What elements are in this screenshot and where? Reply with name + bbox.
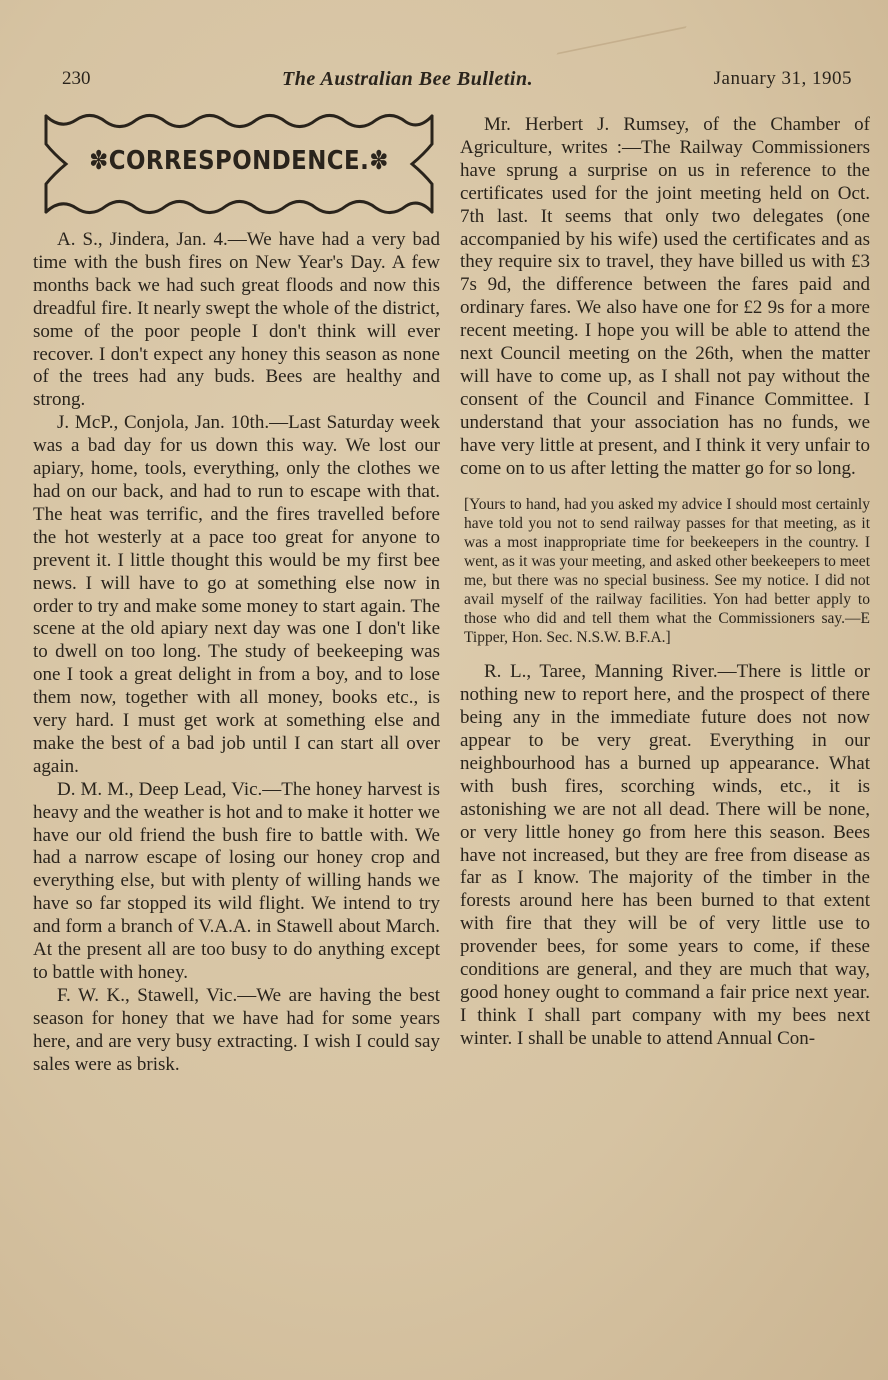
letter-rumsey: Mr. Herbert J. Rumsey, of the Chamber of Agriculture, writes :—The Railway Commissioners have sprung a surprise on us in reference to the certificates used for the joint meeting held on Oct. 7th last. It seems that only two delegates (one accompanied by his wife) used the certificates and as they require six to travel, they have billed us with £3 7s 9d, the difference between the fares paid and ordinary fares. We also have one for £2 9s for a more recent meeting. I hope you will be able to attend the next Council meeting on the 26th, when the matter will have to come up, as I shall not pay without the consent of the Council and Finance Committee. I understand that your association has no funds, we have very little at present, and I think it very unfair to come on to us after letting the matter go for so long. <box>460 114 870 479</box>
left-column <box>33 229 440 1077</box>
journal-title: The Australian Bee Bulletin. <box>282 68 534 90</box>
letter-fwk-stawell: F. W. K., Stawell, Vic.—We are having the best season for honey that we have had for some years here, and are very busy extracting. I wish I could say sales were as brisk. <box>33 984 440 1075</box>
letter-jmcp-conjola: J. McP., Conjola, Jan. 10th.—Last Saturday week was a bad day for us down this way. We lost our apiary, home, tools, everything, only the clothes we had on our back, and had to run to escape with that. The heat was terrific, and the fires travelled before the hot westerly at a pace too great for anyone to prevent it. I little thought this would be my first bee news. I will have to go at something else now in order to try and make some money to start again. The scene at the old apiary next day was one I don't like to dwell on too long. The study of beekeeping was one I took a great delight in from a boy, and to lose them now, together with all money, books etc., is very hard. I must get work at something else and make the best of a bad job until I can start all over again. <box>33 412 440 777</box>
page-number: 230 <box>62 68 91 89</box>
issue-date: January 31, 1905 <box>713 68 852 89</box>
section-title: ✽CORRESPONDENCE.✽ <box>89 146 389 176</box>
letter-rl-taree: R. L., Taree, Manning River.—There is little or nothing new to report here, and the prospect of there being any in the immediate future does not now appear to be very great. Everything in our neighbourhood has a burned up appearance. What with bush fires, scorching winds, etc., it is astonishing we are not all dead. There will be none, or very little honey go from here this season. Bees have not increased, but they are free from disease as far as I know. The majority of the timber in the forests around here has been burned to that extent with fire that they will be of very little use to provender bees, for some years to come, if these conditions are general, and they are much that way, good honey ought to command a fair price next year. I think I shall part company with my bees next winter. I shall be unable to attend Annual Con- <box>460 661 870 1049</box>
letter-dmm-deep-lead: D. M. M., Deep Lead, Vic.—The honey harvest is heavy and the weather is hot and to make it hotter we have our old friend the bush fire to battle with. We had a narrow escape of losing our honey crop and everything else, but with plenty of willing hands we have so far stopped its wild flight. We intend to try and form a branch of V.A.A. in Stawell about March. At the present all are too busy to do anything except to battle with honey. <box>33 778 440 983</box>
right-column <box>460 114 870 1051</box>
letter-as-jindera: A. S., Jindera, Jan. 4.—We have had a very bad time with the bush fires on New Year's Day. A few months back we had such great floods and now this dreadful fire. It nearly swept the whole of the district, some of the poor people I don't think will ever recover. I don't expect any honey this season as none of the trees had any buds. Bees are healthy and strong. <box>33 229 440 411</box>
editorial-note: [Yours to hand, had you asked my advice I should most certainly have told you not to send railway passes for that meeting, as it was a most inappropriate time for beekeepers in the country. I went, as it was your meeting, and asked other beekeepers to meet me, but there was no special business. See my notice. I did not avail myself of the railway facilities. Yon had better apply to those who did and tell them what the Commissioners say.—E Tipper, Hon. Sec. N.S.W. B.F.A.] <box>464 495 870 647</box>
page-header <box>62 68 852 98</box>
paper-crease <box>556 0 709 55</box>
section-banner <box>36 108 442 220</box>
